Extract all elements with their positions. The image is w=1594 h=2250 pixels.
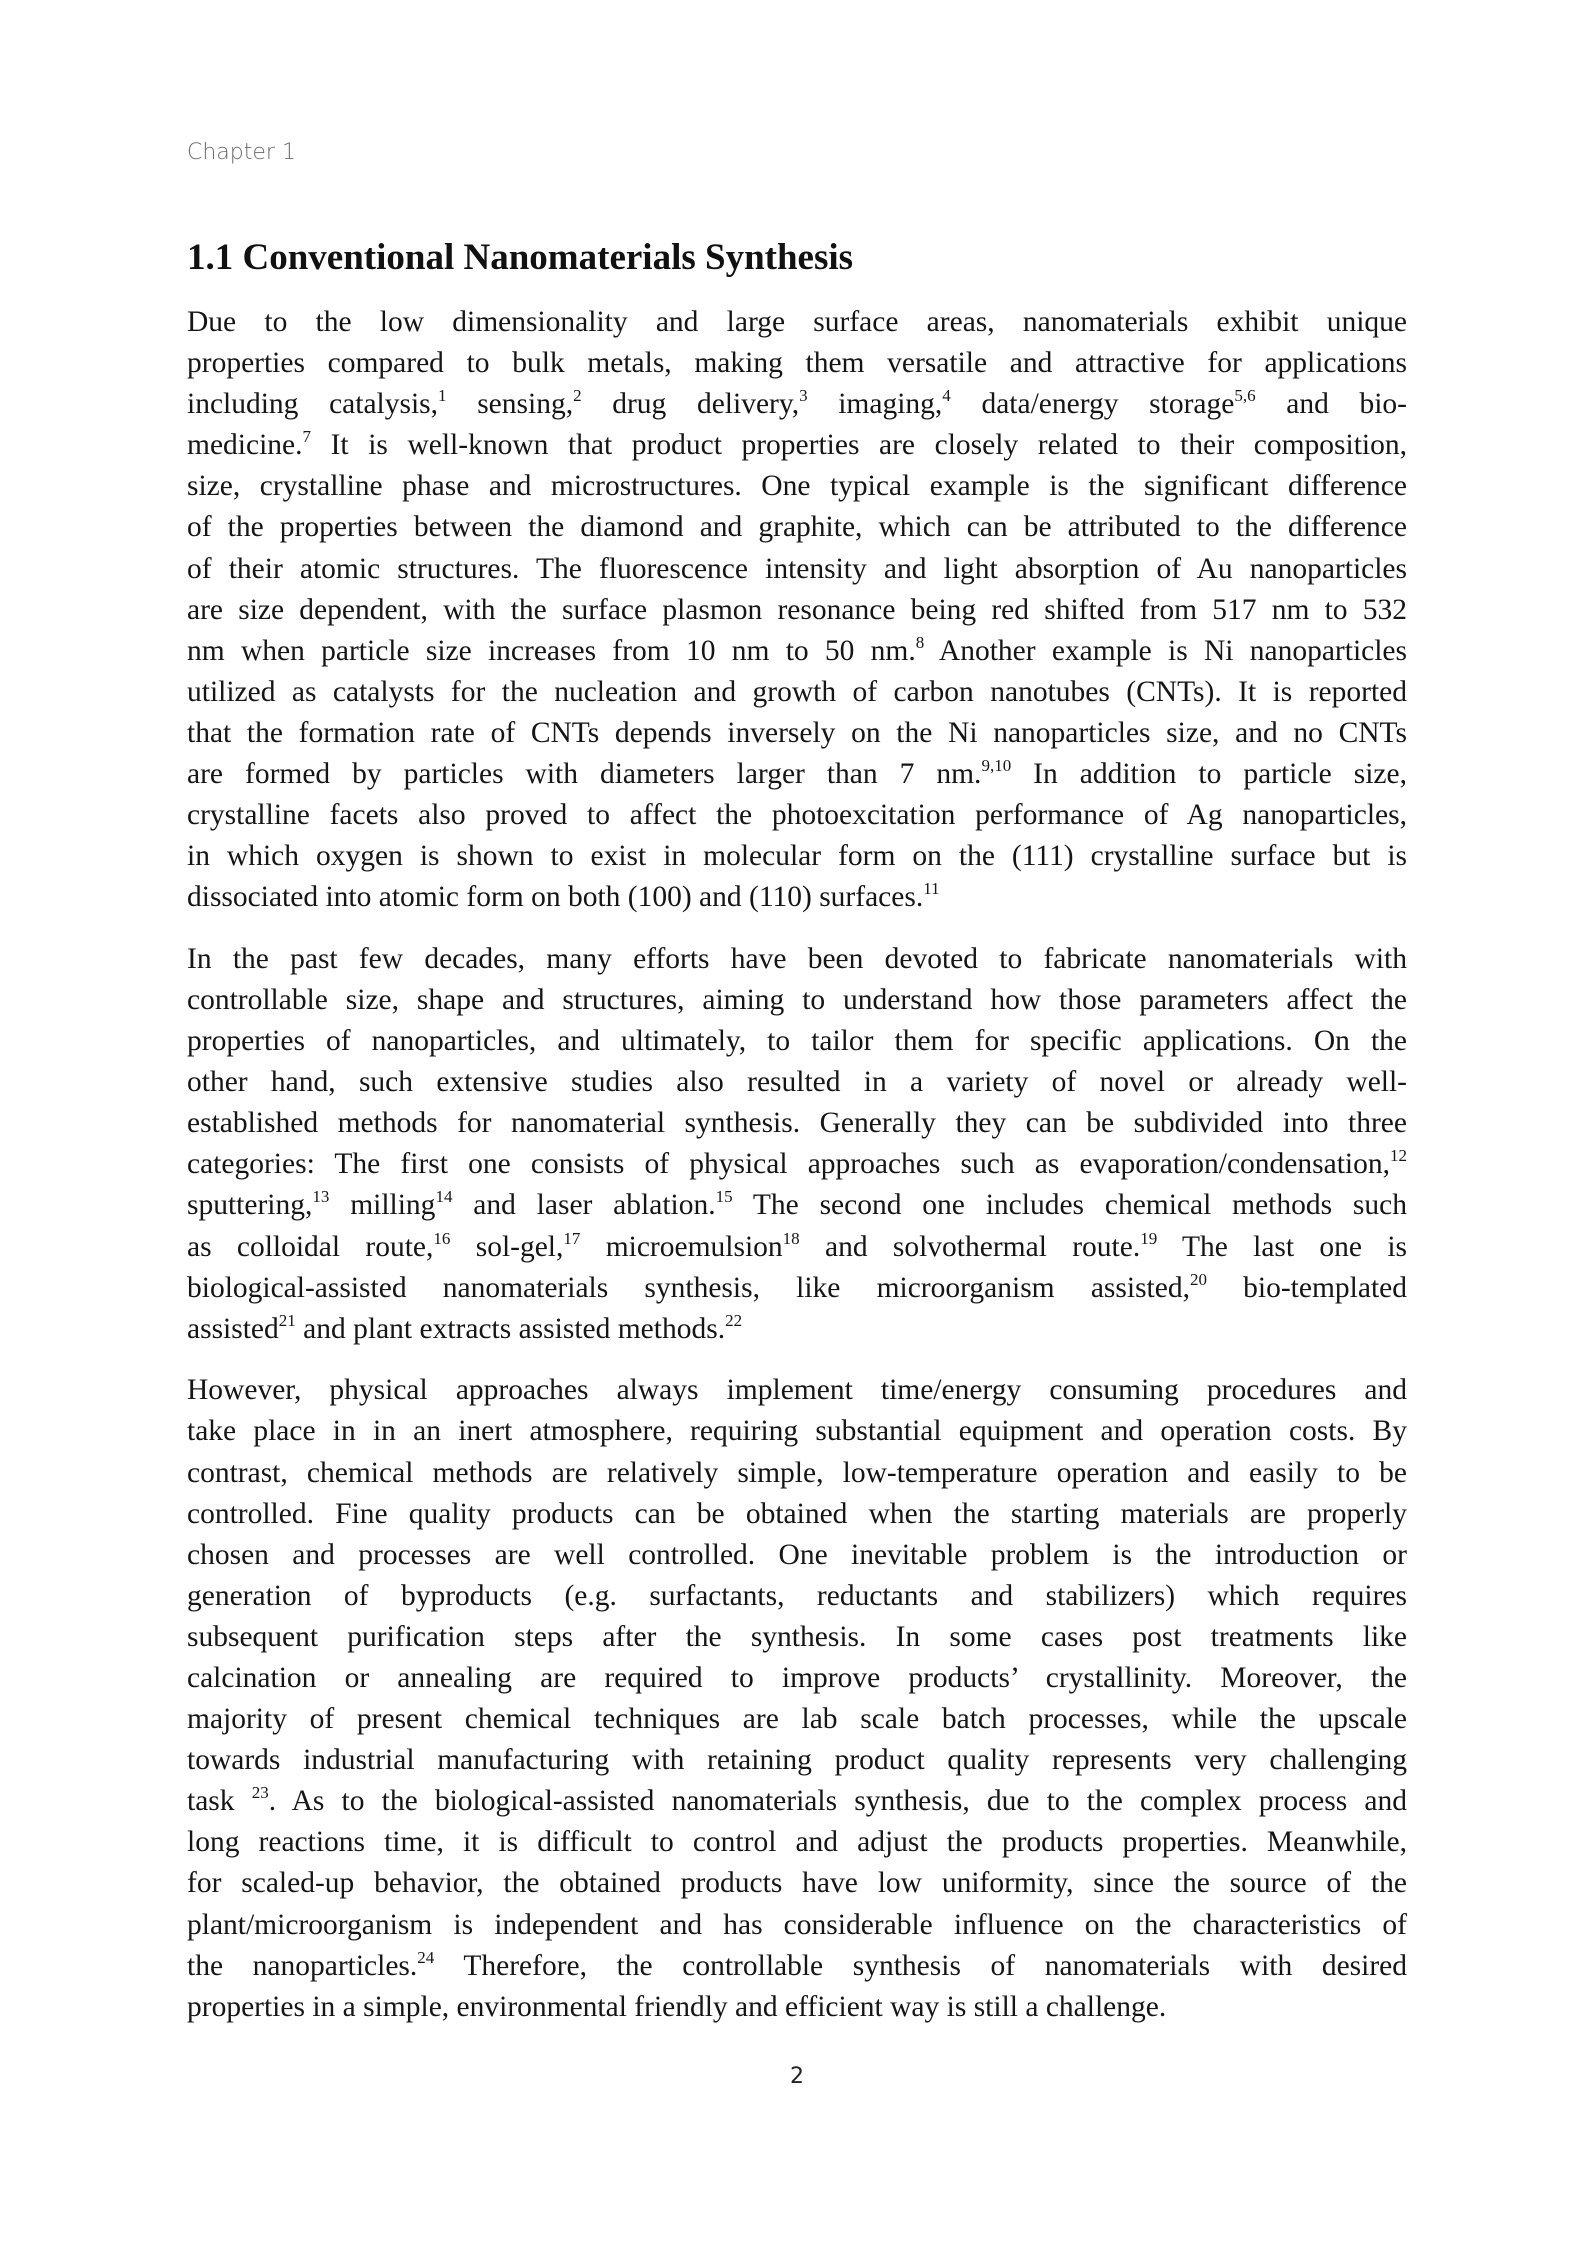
text-segment: properties compared to bulk metals, making them versatile and attractive for applications [187,347,1407,380]
text-segment: that the formation rate of CNTs depends inversely on the Ni nanoparticles size, and no CNTs [187,716,1407,749]
text-line [187,939,1407,980]
text-line [187,1062,1407,1103]
text-segment: task [187,1785,252,1818]
citation-superscript: 5,6 [1234,386,1256,406]
text-segment: plant/microorganism is independent and has considerable influence on the characteristics of [187,1908,1407,1941]
text-line [187,1494,1407,1535]
text-segment: imaging, [807,388,943,421]
text-segment: established methods for nanomaterial synthesis. Generally they can be subdivided into three [187,1107,1407,1140]
text-line [187,631,1407,672]
paragraph [187,1370,1407,2028]
text-line [187,1309,1407,1350]
text-segment: and laser ablation. [452,1189,716,1222]
text-line [187,1822,1407,1863]
text-segment: categories: The first one consists of physical approaches such as evaporation/condensation, [187,1148,1390,1181]
text-segment: medicine. [187,429,303,462]
citation-superscript: 22 [725,1310,743,1330]
text-line [187,1144,1407,1185]
text-line [187,1453,1407,1494]
citation-superscript: 21 [278,1310,296,1330]
text-segment: other hand, such extensive studies also resulted in a variety of novel or already well- [187,1066,1407,1099]
text-segment: bio-templated [1206,1271,1407,1304]
text-segment: controllable size, shape and structures, aiming to understand how those parameters affect the [187,984,1407,1016]
text-segment: calcination or annealing are required to improve products’ crystallinity. Moreover, the [187,1662,1407,1694]
citation-superscript: 8 [915,632,925,652]
text-line [187,1781,1407,1822]
text-segment: Due to the low dimensionality and large surface areas, nanomaterials exhibit unique [187,306,1407,338]
text-segment: for scaled-up behavior, the obtained products have low uniformity, since the source of the [187,1867,1407,1900]
text-line [187,1699,1407,1740]
text-line [187,1863,1407,1904]
citation-superscript: 18 [782,1228,800,1248]
text-segment: are formed by particles with diameters larger than 7 nm. [187,758,982,791]
page-number: 2 [790,2064,804,2089]
text-segment: and plant extracts assisted methods. [295,1312,726,1345]
text-segment: data/energy storage [950,388,1235,421]
text-segment: in which oxygen is shown to exist in molecular form on the (111) crystalline surface but is [187,840,1407,873]
text-segment: take place in in an inert atmosphere, requiring substantial equipment and operation costs. By [187,1415,1407,1448]
text-segment: contrast, chemical methods are relatively simple, low-temperature operation and easily to be [187,1456,1407,1489]
text-segment: . As to the biological-assisted nanomaterials synthesis, due to the complex process and [268,1785,1407,1818]
citation-superscript: 7 [302,427,311,447]
text-segment: subsequent purification steps after the synthesis. In some cases post treatments like [187,1620,1407,1653]
citation-superscript: 3 [799,386,808,406]
text-segment: chosen and processes are well controlled. One inevitable problem is the introduction or [187,1538,1407,1571]
text-segment: the nanoparticles. [187,1949,418,1982]
text-segment: However, physical approaches always implement time/energy consuming procedures and [187,1374,1407,1407]
text-segment: utilized as catalysts for the nucleation and growth of carbon nanotubes (CNTs). It is reported [187,675,1407,708]
text-line [187,1535,1407,1576]
text-line [187,877,1407,918]
text-line [187,302,1407,343]
text-segment: The second one includes chemical methods such [732,1189,1408,1222]
text-segment: sol-gel, [450,1230,564,1263]
citation-superscript: 11 [923,879,940,899]
citation-superscript: 23 [251,1783,269,1803]
text-line [187,1740,1407,1781]
citation-superscript: 2 [573,386,582,406]
text-segment: generation of byproducts (e.g. surfactants, reductants and stabilizers) which requires [187,1579,1407,1612]
text-line [187,1021,1407,1062]
text-line [187,343,1407,384]
text-segment: microemulsion [580,1230,783,1263]
text-segment: long reactions time, it is difficult to control and adjust the products properties. Meanwhile, [187,1826,1407,1859]
text-segment: and solvothermal route. [799,1230,1141,1263]
text-segment: dissociated into atomic form on both (100) and (110) surfaces. [187,881,924,914]
text-segment: and bio- [1255,388,1408,421]
text-segment: towards industrial manufacturing with retaining product quality represents very challenging [187,1744,1407,1777]
citation-superscript: 15 [715,1187,733,1207]
text-line [187,1987,1407,2028]
text-segment: sputtering, [187,1189,313,1222]
text-line [187,1946,1407,1987]
text-segment: nm when particle size increases from 10 nm to 50 nm. [187,634,916,667]
text-line [187,1103,1407,1144]
text-segment: properties in a simple, environmental friendly and efficient way is still a challenge. [187,1990,1167,2023]
text-segment: Therefore, the controllable synthesis of nanomaterials with desired [434,1949,1408,1982]
text-segment: drug delivery, [581,388,800,421]
text-segment: of the properties between the diamond and graphite, which can be attributed to the difference [187,511,1407,544]
text-line [187,425,1407,466]
text-segment: including catalysis, [187,388,439,421]
text-line [187,1268,1407,1309]
text-line [187,384,1407,425]
text-line [187,507,1407,548]
citation-superscript: 13 [312,1187,330,1207]
text-segment: crystalline facets also proved to affect the photoexcitation performance of Ag nanoparticles, [187,799,1407,832]
text-line [187,795,1407,836]
text-segment: In the past few decades, many efforts have been devoted to fabricate nanomaterials with [187,942,1407,975]
text-segment: milling [329,1189,436,1222]
text-segment: biological-assisted nanomaterials synthesis, like microorganism assisted, [187,1271,1190,1304]
text-line [187,466,1407,507]
text-line [187,1658,1407,1699]
text-line [187,1617,1407,1658]
text-line [187,1227,1407,1268]
text-segment: are size dependent, with the surface plasmon resonance being red shifted from 517 nm to 532 [187,593,1407,626]
text-line [187,1905,1407,1946]
paragraph [187,302,1407,918]
text-line [187,980,1407,1021]
text-segment: The last one is [1157,1230,1407,1263]
citation-superscript: 16 [433,1228,451,1248]
text-segment: assisted [187,1312,279,1345]
text-segment: In addition to particle size, [1011,758,1407,791]
text-line [187,1576,1407,1617]
text-segment: Another example is Ni nanoparticles [924,634,1407,667]
citation-superscript: 1 [438,386,447,406]
text-line [187,549,1407,590]
text-segment: of their atomic structures. The fluorescence intensity and light absorption of Au nanoparticles [187,552,1407,585]
text-line [187,1411,1407,1452]
citation-superscript: 19 [1140,1228,1158,1248]
text-segment: properties of nanoparticles, and ultimately, to tailor them for specific applications. On the [187,1025,1407,1058]
text-line [187,1370,1407,1411]
citation-superscript: 17 [563,1228,581,1248]
text-line [187,590,1407,631]
citation-superscript: 20 [1189,1269,1207,1289]
text-line [187,836,1407,877]
paragraph [187,939,1407,1350]
citation-superscript: 9,10 [981,756,1012,776]
text-segment: size, crystalline phase and microstructures. One typical example is the significant difference [187,470,1407,503]
citation-superscript: 4 [942,386,951,406]
text-segment: controlled. Fine quality products can be obtained when the starting materials are properly [187,1497,1407,1530]
text-segment: sensing, [446,388,574,421]
text-line [187,713,1407,754]
text-segment: It is well-known that product properties are closely related to their composition, [311,429,1407,462]
citation-superscript: 12 [1390,1146,1407,1166]
text-segment: as colloidal route, [187,1230,434,1263]
text-segment: majority of present chemical techniques are lab scale batch processes, while the upscale [187,1703,1407,1736]
text-line [187,1185,1407,1226]
text-line [187,672,1407,713]
section-title: 1.1 Conventional Nanomaterials Synthesis [187,237,854,278]
text-line [187,754,1407,795]
chapter-header: Chapter 1 [187,140,296,165]
body-text [187,302,1407,2048]
citation-superscript: 14 [435,1187,453,1207]
citation-superscript: 24 [417,1947,435,1967]
